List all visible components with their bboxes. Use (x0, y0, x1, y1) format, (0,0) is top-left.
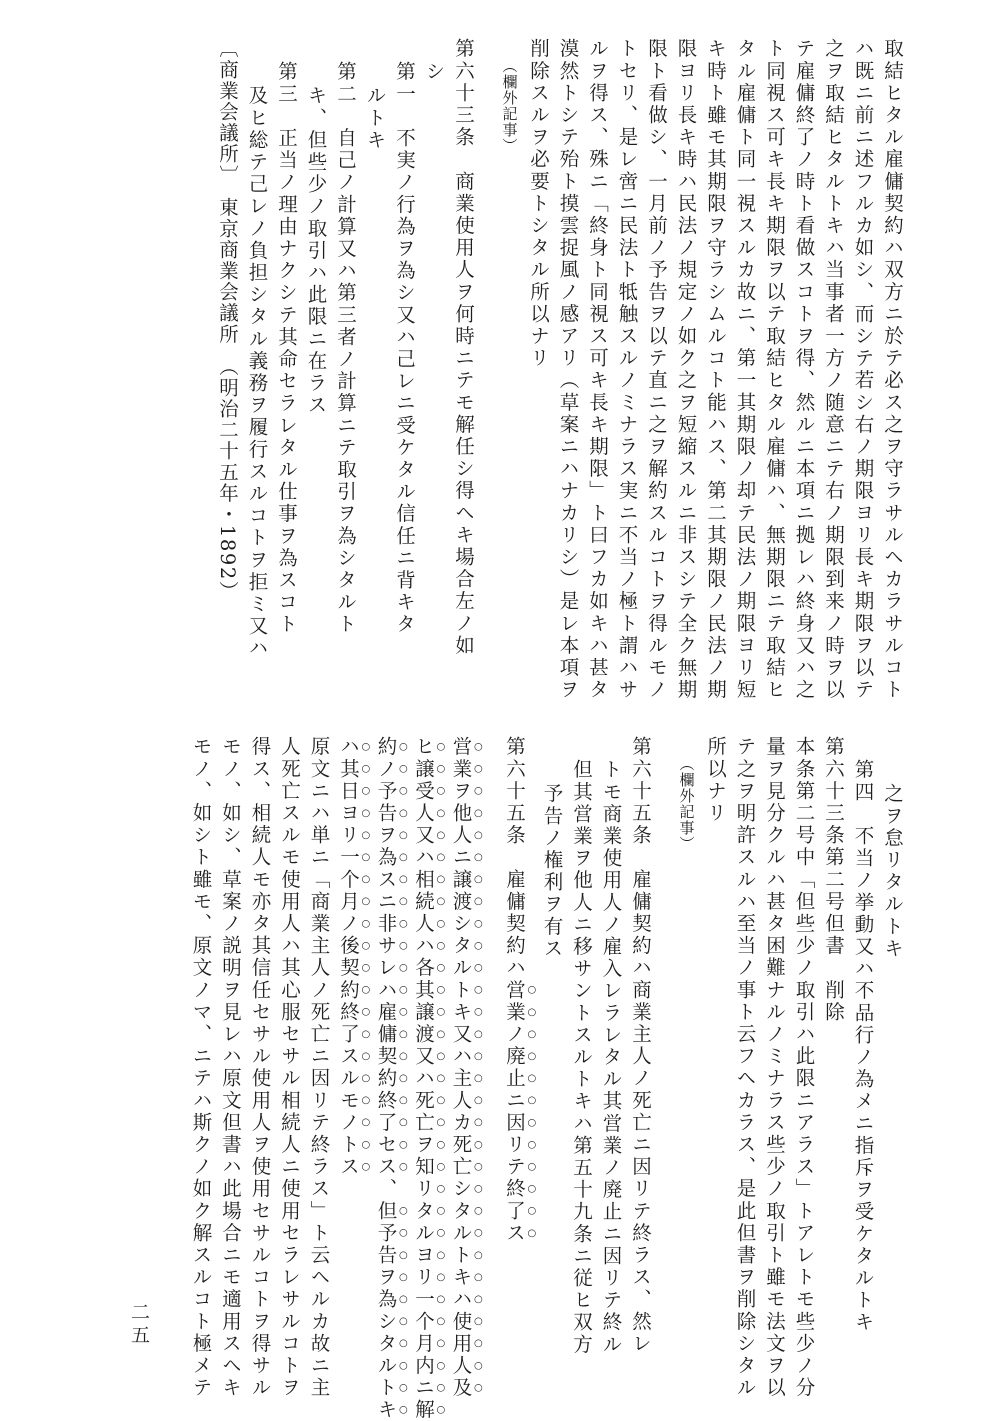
text-line: 原文ニハ単ニ「商業主人ノ死亡ニ因リテ終ラス」ト云ヘルカ故ニ主 (307, 736, 331, 1399)
text-line: ルトキ (363, 84, 387, 152)
text-line: テ雇傭終了ノ時ト看做スコトヲ得、然ルニ本項ニ拠レハ終身又ハ之 (792, 38, 816, 701)
text-line: 量ヲ見分クルハ甚タ困難ナルノミナラス些少ノ取引ト雖モ法文ヲ以 (763, 736, 786, 1399)
text-line: 所以ナリ (704, 736, 727, 825)
emphasized-text: 営業ノ廃止ニ因リテ終了ス (503, 979, 526, 1245)
text-line: タル雇傭ト同一視スルカ故ニ、第一其期限ノ却テ民法ノ期限ヨリ短 (733, 38, 757, 701)
marginal-note-label: （欄外記事） (500, 57, 519, 154)
article-65-revised-heading (500, 736, 538, 1396)
emphasized-text: ハ其日ヨリ一个月ノ後契約終了スルモノトス (337, 736, 360, 1178)
text-line: ルヲ得ス、殊ニ「終身ト同視ス可キ長キ期限」ト曰フカ如キハ甚タ (586, 38, 609, 701)
text-line: 予告ノ権利ヲ有ス (540, 782, 564, 960)
text-line: 削除スルヲ必要トシタル所以ナリ (527, 38, 550, 370)
text-line: キ、但些少ノ取引ハ此限ニ在ラス (304, 84, 328, 417)
upper-text-block (57, 38, 907, 701)
item-two: 第二 自己ノ計算又ハ第三者ノ計算ニテ取引ヲ為シタルト (334, 61, 357, 636)
text-line: テ之ヲ明許スルハ至当ノ事ト云フヘカラス、是此但書ヲ削除シタル (733, 736, 757, 1399)
text-line: 及ヒ総テ己レノ負担シタル義務ヲ履行スルコトヲ拒ミ又ハ (245, 84, 269, 660)
emphasized-text: 営業ヲ他人ニ譲渡シタルトキ又ハ主人カ死亡シタルトキハ使用人及 (449, 736, 473, 1399)
text-line: モノ、如シ、草案ノ説明ヲ見レハ原文但書ハ此場合ニモ適用スヘキ (219, 736, 242, 1399)
marginal-note-label: （欄外記事） (677, 755, 696, 852)
text-line: キ時ト雖モ其期限ヲ守ラシムルコト能ハス、第二其期限ノ民法ノ期 (704, 38, 727, 701)
emphasized-text: ヒ譲受人又ハ相続人ハ各其譲渡又ハ死亡ヲ知リタルヨリ一个月内ニ解 (412, 736, 435, 1421)
text-line: 之ヲ取結ヒタルトキハ当事者一方ノ随意ニテ右ノ期限到来ノ時ヲ以 (822, 38, 845, 701)
page-number: 二五 (128, 1302, 150, 1348)
text-line: モノ、如シト雖モ、原文ノマ、ニテハ斯クノ如ク解スルコト極メテ (189, 736, 213, 1399)
article-63-heading: 第六十三条 商業使用人ヲ何時ニテモ解任シ得ヘキ場合左ノ如 (452, 38, 475, 657)
text-line: ハ既ニ前ニ述フルカ如シ、而シテ若シ右ノ期限ヨリ長キ期限ヲ以テ (851, 38, 875, 701)
lower-text-block (47, 736, 907, 1421)
text-line: 限ト看做シ、一月前ノ予告ヲ以テ直ニ之ヲ解約スルコトヲ得ルモノ (645, 38, 668, 701)
text-line: 漠然トシテ殆ト摸雲捉風ノ感アリ（草案ニハナカリシ）是レ本項ヲ (556, 38, 580, 701)
text-line: シ (422, 61, 446, 84)
item-three: 第三 正当ノ理由ナクシテ其命セラレタル仕事ヲ為スコト (275, 61, 298, 636)
text-line: トセリ、是レ啻ニ民法ト牴触スルノミナラス実ニ不当ノ極ト謂ハサ (615, 38, 639, 701)
text-segment: 第六十五条 雇傭契約ハ (503, 736, 526, 980)
item-four: 第四 不当ノ挙動又ハ不品行ノ為メニ指斥ヲ受ケタルトキ (851, 759, 875, 1334)
text-line: 但其営業ヲ他人ニ移サントスルトキハ第五十九条ニ従ヒ双方 (570, 759, 593, 1357)
article-63-amendment-heading: 第六十三条第二号但書 削除 (822, 736, 845, 1024)
text-line: 限ヨリ長キ時ハ民法ノ規定ノ如ク之ヲ短縮スルニ非スシテ全ク無期 (674, 38, 698, 701)
item-one: 第一 不実ノ行為ヲ為シ又ハ己レニ受ケタル信任ニ背キタ (393, 61, 416, 636)
source-attribution: 〔商業会議所〕 東京商業会議所 （明治二十五年・1892） (216, 38, 239, 603)
text-line: 人死亡スルモ使用人ハ其心服セサル相続人ニ使用セラレサルコトヲ (278, 736, 301, 1399)
text-line: 本条第二号中「但些少ノ取引ハ此限ニアラス」トアレトモ些少ノ分 (792, 736, 816, 1399)
article-65-heading: 第六十五条 雇傭契約ハ商業主人ノ死亡ニ因リテ終ラス、然レ (629, 736, 652, 1355)
emphasized-text: 約ノ予告ヲ為スニ非サレハ雇傭契約終了セス、但予告ヲ為シタルトキ (374, 736, 398, 1421)
text-line: 之ヲ怠リタルトキ (881, 782, 904, 960)
text-line: 取結ヒタル雇傭契約ハ双方ニ於テ必ス之ヲ守ラサルヘカラサルコト (881, 38, 904, 701)
text-line: ト同視ス可キ長キ期限ヲ以テ取結ヒタル雇傭ハ、無期限ニテ取結ヒ (763, 38, 786, 701)
text-line: トモ商業使用人ノ雇入レラレタル其営業ノ廃止ニ因リテ終ル (599, 759, 623, 1357)
text-line: 得ス、相続人モ亦タ其信任セサル使用人ヲ使用セサルコトヲ得サル (248, 736, 272, 1399)
